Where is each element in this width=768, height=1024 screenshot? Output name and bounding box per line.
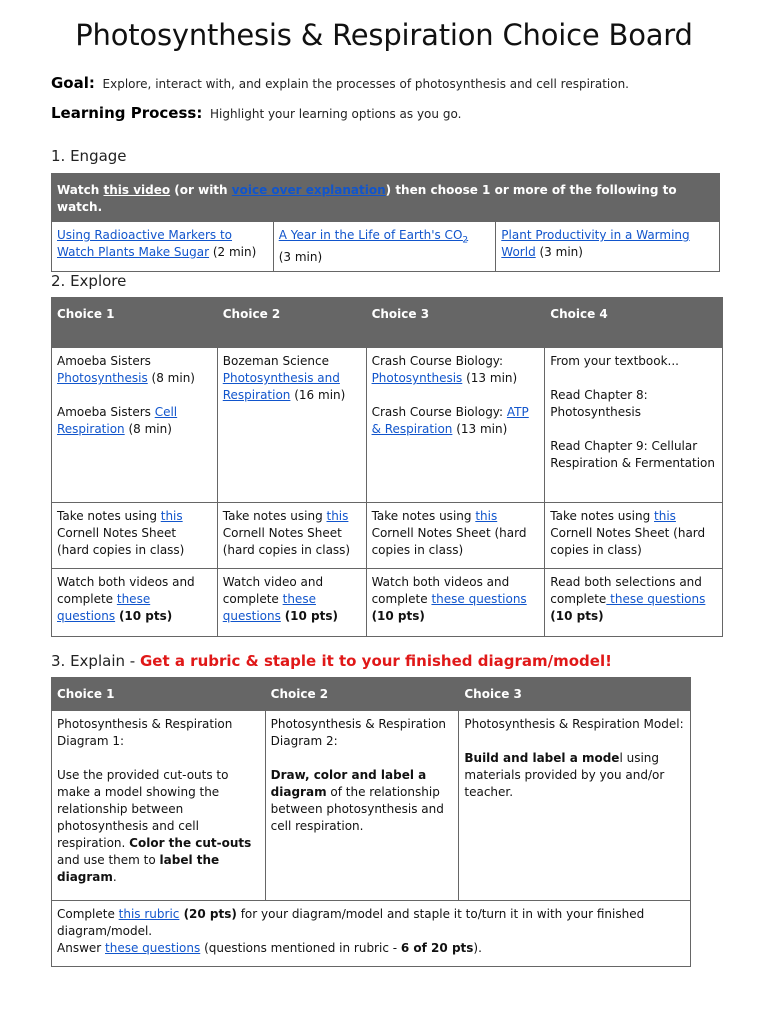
explore-choice-4-reading: From your textbook... Read Chapter 8: Photosynthesis Read Chapter 9: Cellular Respiration & Fermentation	[545, 348, 723, 503]
learning-label: Learning Process	[51, 104, 197, 122]
engage-heading: 1. Engage	[51, 147, 127, 165]
explore-choice-3-videos: Crash Course Biology: Photosynthesis (13 min) Crash Course Biology: ATP & Respiration (13 min)	[366, 348, 545, 503]
explain-footer: Complete this rubric (20 pts) for your diagram/model and staple it to/turn it in with your finished diagram/model. Answer these questions (questions mentioned in rubric - 6 of 20 pts).	[52, 901, 691, 967]
explain-choice-1-header: Choice 1	[52, 678, 266, 711]
voice-over-link[interactable]: voice over explanation	[231, 183, 386, 197]
explain-choice-2: Photosynthesis & Respiration Diagram 2: Draw, color and label a diagram of the relationship between photosynthesis and cell respiration.	[265, 711, 459, 901]
amoeba-cell-respiration-link[interactable]: Cell Respiration	[57, 405, 178, 436]
engage-header: Watch this video (or with voice over explanation) then choose 1 or more of the following to watch.	[52, 174, 720, 222]
goal-text: Explore, interact with, and explain the processes of photosynthesis and cell respiration.	[102, 77, 629, 91]
engage-option-3: Plant Productivity in a Warming World (3 min)	[496, 222, 720, 272]
explore-choice-4-notes: Take notes using this Cornell Notes Sheet (hard copies in class)	[545, 503, 723, 569]
page-title: Photosynthesis & Respiration Choice Board	[75, 18, 693, 52]
explore-choice-1-questions: Watch both videos and complete these questions (10 pts)	[52, 569, 218, 637]
questions-link-4[interactable]: these questions	[606, 592, 706, 606]
engage-table	[51, 173, 720, 272]
learning-text: Highlight your learning options as you go.	[209, 107, 462, 121]
notes-sheet-link-2[interactable]: this	[326, 509, 349, 523]
explore-choice-2-notes: Take notes using this Cornell Notes Sheet (hard copies in class)	[217, 503, 366, 569]
explore-choice-2-header: Choice 2	[217, 298, 366, 348]
explore-choice-3-questions: Watch both videos and complete these questions (10 pts)	[366, 569, 545, 637]
explain-table	[51, 677, 691, 967]
crash-course-photosynthesis-link[interactable]: Photosynthesis	[371, 371, 463, 385]
questions-link-3[interactable]: these questions	[431, 592, 527, 606]
explain-choice-3: Photosynthesis & Respiration Model: Build and label a model using materials provided by you and/or teacher.	[459, 711, 691, 901]
notes-sheet-link-1[interactable]: this	[160, 509, 183, 523]
explain-choice-3-header: Choice 3	[459, 678, 691, 711]
explain-choice-1: Photosynthesis & Respiration Diagram 1: Use the provided cut-outs to make a model showing the relationship between photosynthesis and cell respiration. Color the cut-outs and use them to label the diagram.	[52, 711, 266, 901]
rubric-link[interactable]: this rubric	[118, 907, 180, 921]
amoeba-photosynthesis-link[interactable]: Photosynthesis	[57, 371, 148, 385]
questions-link-2[interactable]: these questions	[222, 592, 316, 623]
explore-choice-4-questions: Read both selections and complete these questions (10 pts)	[545, 569, 723, 637]
explore-table	[51, 297, 723, 637]
explain-choice-2-header: Choice 2	[265, 678, 459, 711]
explore-choice-1-videos: Amoeba Sisters Photosynthesis (8 min) Amoeba Sisters Cell Respiration (8 min)	[52, 348, 218, 503]
explore-choice-1-header: Choice 1	[52, 298, 218, 348]
explore-choice-2-questions: Watch video and complete these questions (10 pts)	[217, 569, 366, 637]
engage-option-2: A Year in the Life of Earth's $CO_2$ (3 min)	[273, 222, 496, 272]
goal-label: Goal	[51, 74, 89, 92]
crash-course-atp-link[interactable]: ATP & Respiration	[371, 405, 529, 436]
notes-sheet-link-3[interactable]: this	[475, 509, 498, 523]
explore-choice-2-videos: Bozeman Science Photosynthesis and Respiration (16 min)	[217, 348, 366, 503]
this-video-link[interactable]: this video	[103, 183, 171, 197]
explain-heading: 3. Explain - Get a rubric & staple it to your finished diagram/model!	[51, 652, 612, 670]
rubric-questions-link[interactable]: these questions	[105, 941, 201, 955]
explain-rubric-note: Get a rubric & staple it to your finished diagram/model!	[139, 652, 612, 670]
explore-choice-4-header: Choice 4	[545, 298, 723, 348]
questions-link-1[interactable]: these questions	[57, 592, 151, 623]
goal-line: Goal: Explore, interact with, and explain the processes of photosynthesis and cell respiration.	[51, 74, 629, 92]
learning-line: Learning Process: Highlight your learning options as you go.	[51, 104, 462, 122]
year-in-life-link[interactable]: A Year in the Life of Earth's $CO_2$	[278, 228, 469, 246]
bozeman-link[interactable]: Photosynthesis and Respiration	[222, 371, 340, 402]
explore-choice-3-header: Choice 3	[366, 298, 545, 348]
notes-sheet-link-4[interactable]: this	[654, 509, 676, 523]
explore-heading: 2. Explore	[51, 272, 127, 290]
explore-choice-1-notes: Take notes using this Cornell Notes Sheet (hard copies in class)	[52, 503, 218, 569]
plant-productivity-link[interactable]: Plant Productivity in a Warming World	[501, 228, 690, 259]
engage-option-1: Using Radioactive Markers to Watch Plants Make Sugar (2 min)	[52, 222, 274, 272]
radioactive-markers-link[interactable]: Using Radioactive Markers to Watch Plants Make Sugar	[57, 228, 233, 259]
explore-choice-3-notes: Take notes using this Cornell Notes Sheet (hard copies in class)	[366, 503, 545, 569]
